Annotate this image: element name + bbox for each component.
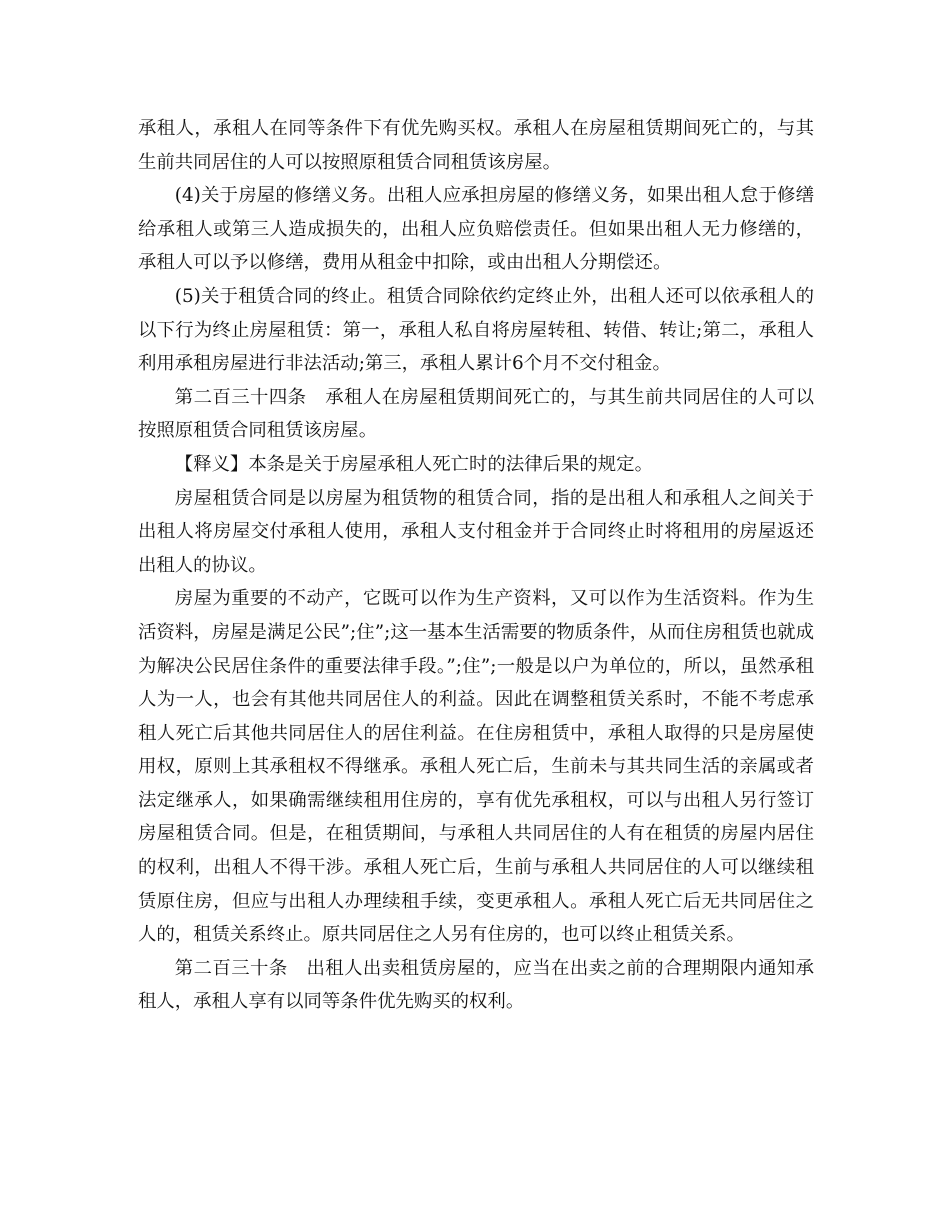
paragraph-article-234: 第二百三十四条 承租人在房屋租赁期间死亡的，与其生前共同居住的人可以按照原租赁合同租赁该房屋。 xyxy=(138,386,814,442)
paragraph-housing-explanation: 房屋为重要的不动产，它既可以作为生产资料，又可以作为生活资料。作为生活资料，房屋是满足公民”;住”;这一基本生活需要的物质条件，从而住房租赁也就成为解决公民居住条件的重要法律手段。”;住”;一般是以户为单位的，所以，虽然承租人为一人，也会有其他共同居住人的利益。因此在调整租赁关系时，不能不考虑承租人死亡后其他共同居住人的居住利益。在住房租赁中，承租人取得的只是房屋使用权，原则上其承租权不得继承。承租人死亡后，生前未与其共同生活的亲属或者法定继承人，如果确需继续租用住房的，享有优先承租权，可以与出租人另行签订房屋租赁合同。但是，在租赁期间，与承租人共同居住的人有在租赁的房屋内居住的权利，出租人不得干涉。承租人死亡后，生前与承租人共同居住的人可以继续租赁原住房，但应与出租人办理续租手续，变更承租人。承租人死亡后无共同居住之人的，租赁关系终止。原共同居住之人另有住房的，也可以终止租赁关系。 xyxy=(138,588,814,946)
paragraph-interpretation-heading: 【释义】本条是关于房屋承租人死亡时的法律后果的规定。 xyxy=(174,453,653,475)
document-body xyxy=(138,112,814,1019)
paragraph-continuation: 承租人，承租人在同等条件下有优先购买权。承租人在房屋租赁期间死亡的，与其生前共同居住的人可以按照原租赁合同租赁该房屋。 xyxy=(138,118,814,173)
paragraph-lease-definition: 房屋租赁合同是以房屋为租赁物的租赁合同，指的是出租人和承租人之间关于出租人将房屋交付承租人使用，承租人支付租金并于合同终止时将租用的房屋返还出租人的协议。 xyxy=(138,487,814,576)
paragraph-article-230: 第二百三十条 出租人出卖租赁房屋的，应当在出卖之前的合理期限内通知承租人，承租人享有以同等条件优先购买的权利。 xyxy=(138,957,814,1013)
paragraph-lease-termination: (5)关于租赁合同的终止。租赁合同除依约定终止外，出租人还可以依承租人的以下行为终止房屋租赁：第一，承租人私自将房屋转租、转借、转让;第二，承租人利用承租房屋进行非法活动;第三，承租人累计6个月不交付租金。 xyxy=(138,285,814,375)
paragraph-repair-obligation: (4)关于房屋的修缮义务。出租人应承担房屋的修缮义务，如果出租人怠于修缮给承租人或第三人造成损失的，出租人应负赔偿责任。但如果出租人无力修缮的，承租人可以予以修缮，费用从租金中扣除，或由出租人分期偿还。 xyxy=(138,185,814,274)
